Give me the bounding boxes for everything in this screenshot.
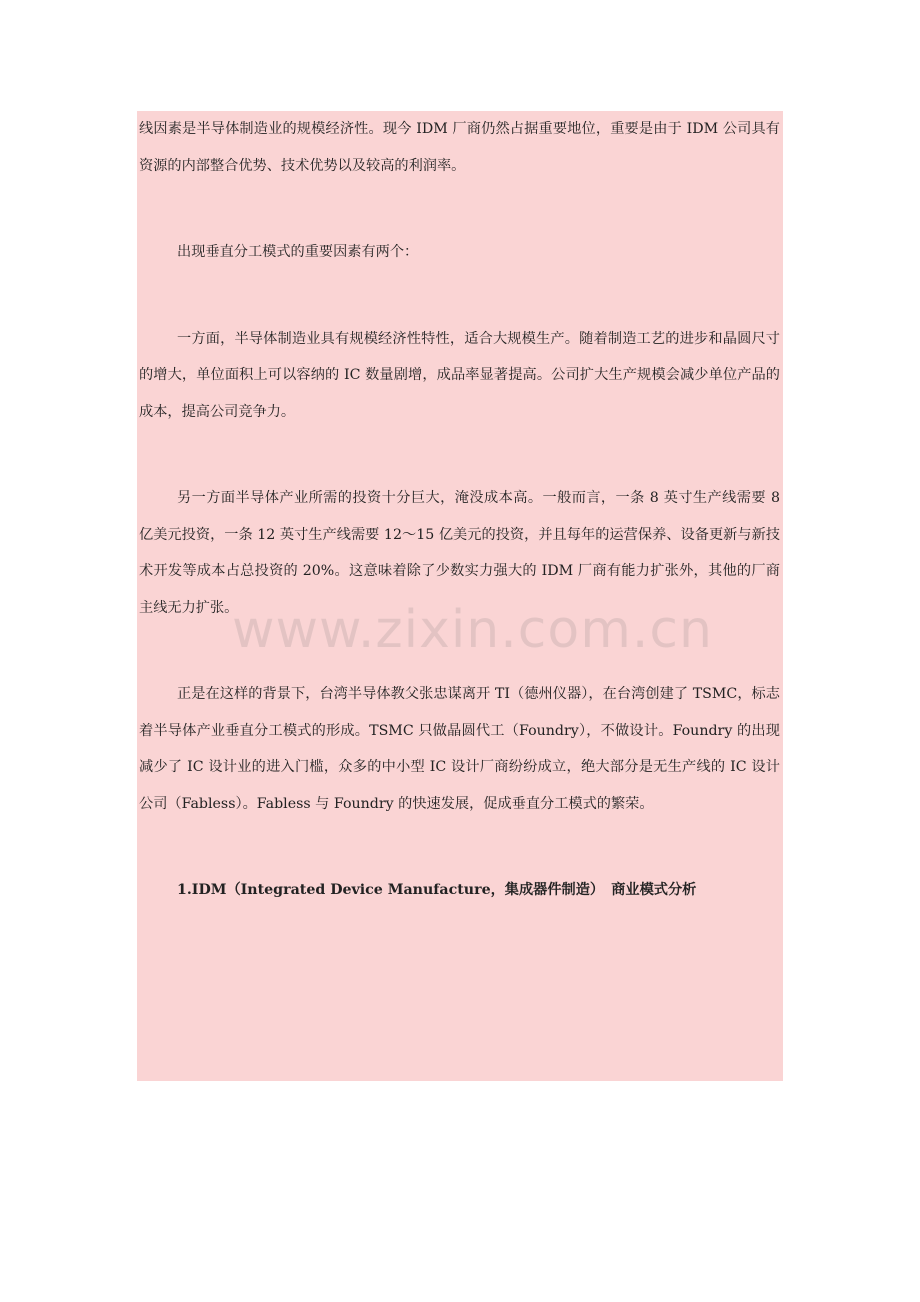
paragraph-tsmc-foundry: 正是在这样的背景下，台湾半导体教父张忠谋离开 TI（德州仪器），在台湾创建了 TSMC，标志着半导体产业垂直分工模式的形成。TSMC 只做晶圆代工（Foundry），不做设计。Foundry 的出现减少了 IC 设计业的进入门槛，众多的中小型 IC 设计厂商纷纷成立，绝大部分是无生产线的 IC 设计公司（Fabless）。Fabless 与 Foundry 的快速发展，促成垂直分工模式的繁荣。 bbox=[139, 686, 780, 812]
section-heading-idm: 1.IDM（Integrated Device Manufacture，集成器件制造） 商业模式分析 bbox=[177, 882, 697, 898]
paragraph-economies-of-scale: 一方面，半导体制造业具有规模经济性特性，适合大规模生产。随着制造工艺的进步和晶圆尺寸的增大，单位面积上可以容纳的 IC 数量剧增，成品率显著提高。公司扩大生产规模会减少单位产品的成本，提高公司竞争力。 bbox=[139, 330, 780, 420]
paragraph-spacer bbox=[139, 271, 780, 321]
paragraph-investment-cost: 另一方面半导体产业所需的投资十分巨大，淹没成本高。一般而言，一条 8 英寸生产线需要 8 亿美元投资，一条 12 英寸生产线需要 12～15 亿美元的投资，并且每年的运营保养、设备更新与新技术开发等成本占总投资的 20%。这意味着除了少数实力强大的 IDM 厂商有能力扩张外，其他的厂商主线无力扩张。 bbox=[139, 490, 780, 616]
highlighted-content-block bbox=[137, 111, 783, 1081]
paragraph-spacer bbox=[139, 822, 780, 872]
paragraph-two-factors-intro: 出现垂直分工模式的重要因素有两个： bbox=[177, 244, 419, 260]
paragraph-idm-conclusion: 线因素是半导体制造业的规模经济性。现今 IDM 厂商仍然占据重要地位，重要是由于 IDM 公司具有资源的内部整合优势、技术优势以及较高的利润率。 bbox=[139, 121, 780, 174]
paragraph-spacer bbox=[139, 626, 780, 676]
paragraph-spacer bbox=[139, 430, 780, 480]
paragraph-spacer bbox=[139, 184, 780, 234]
